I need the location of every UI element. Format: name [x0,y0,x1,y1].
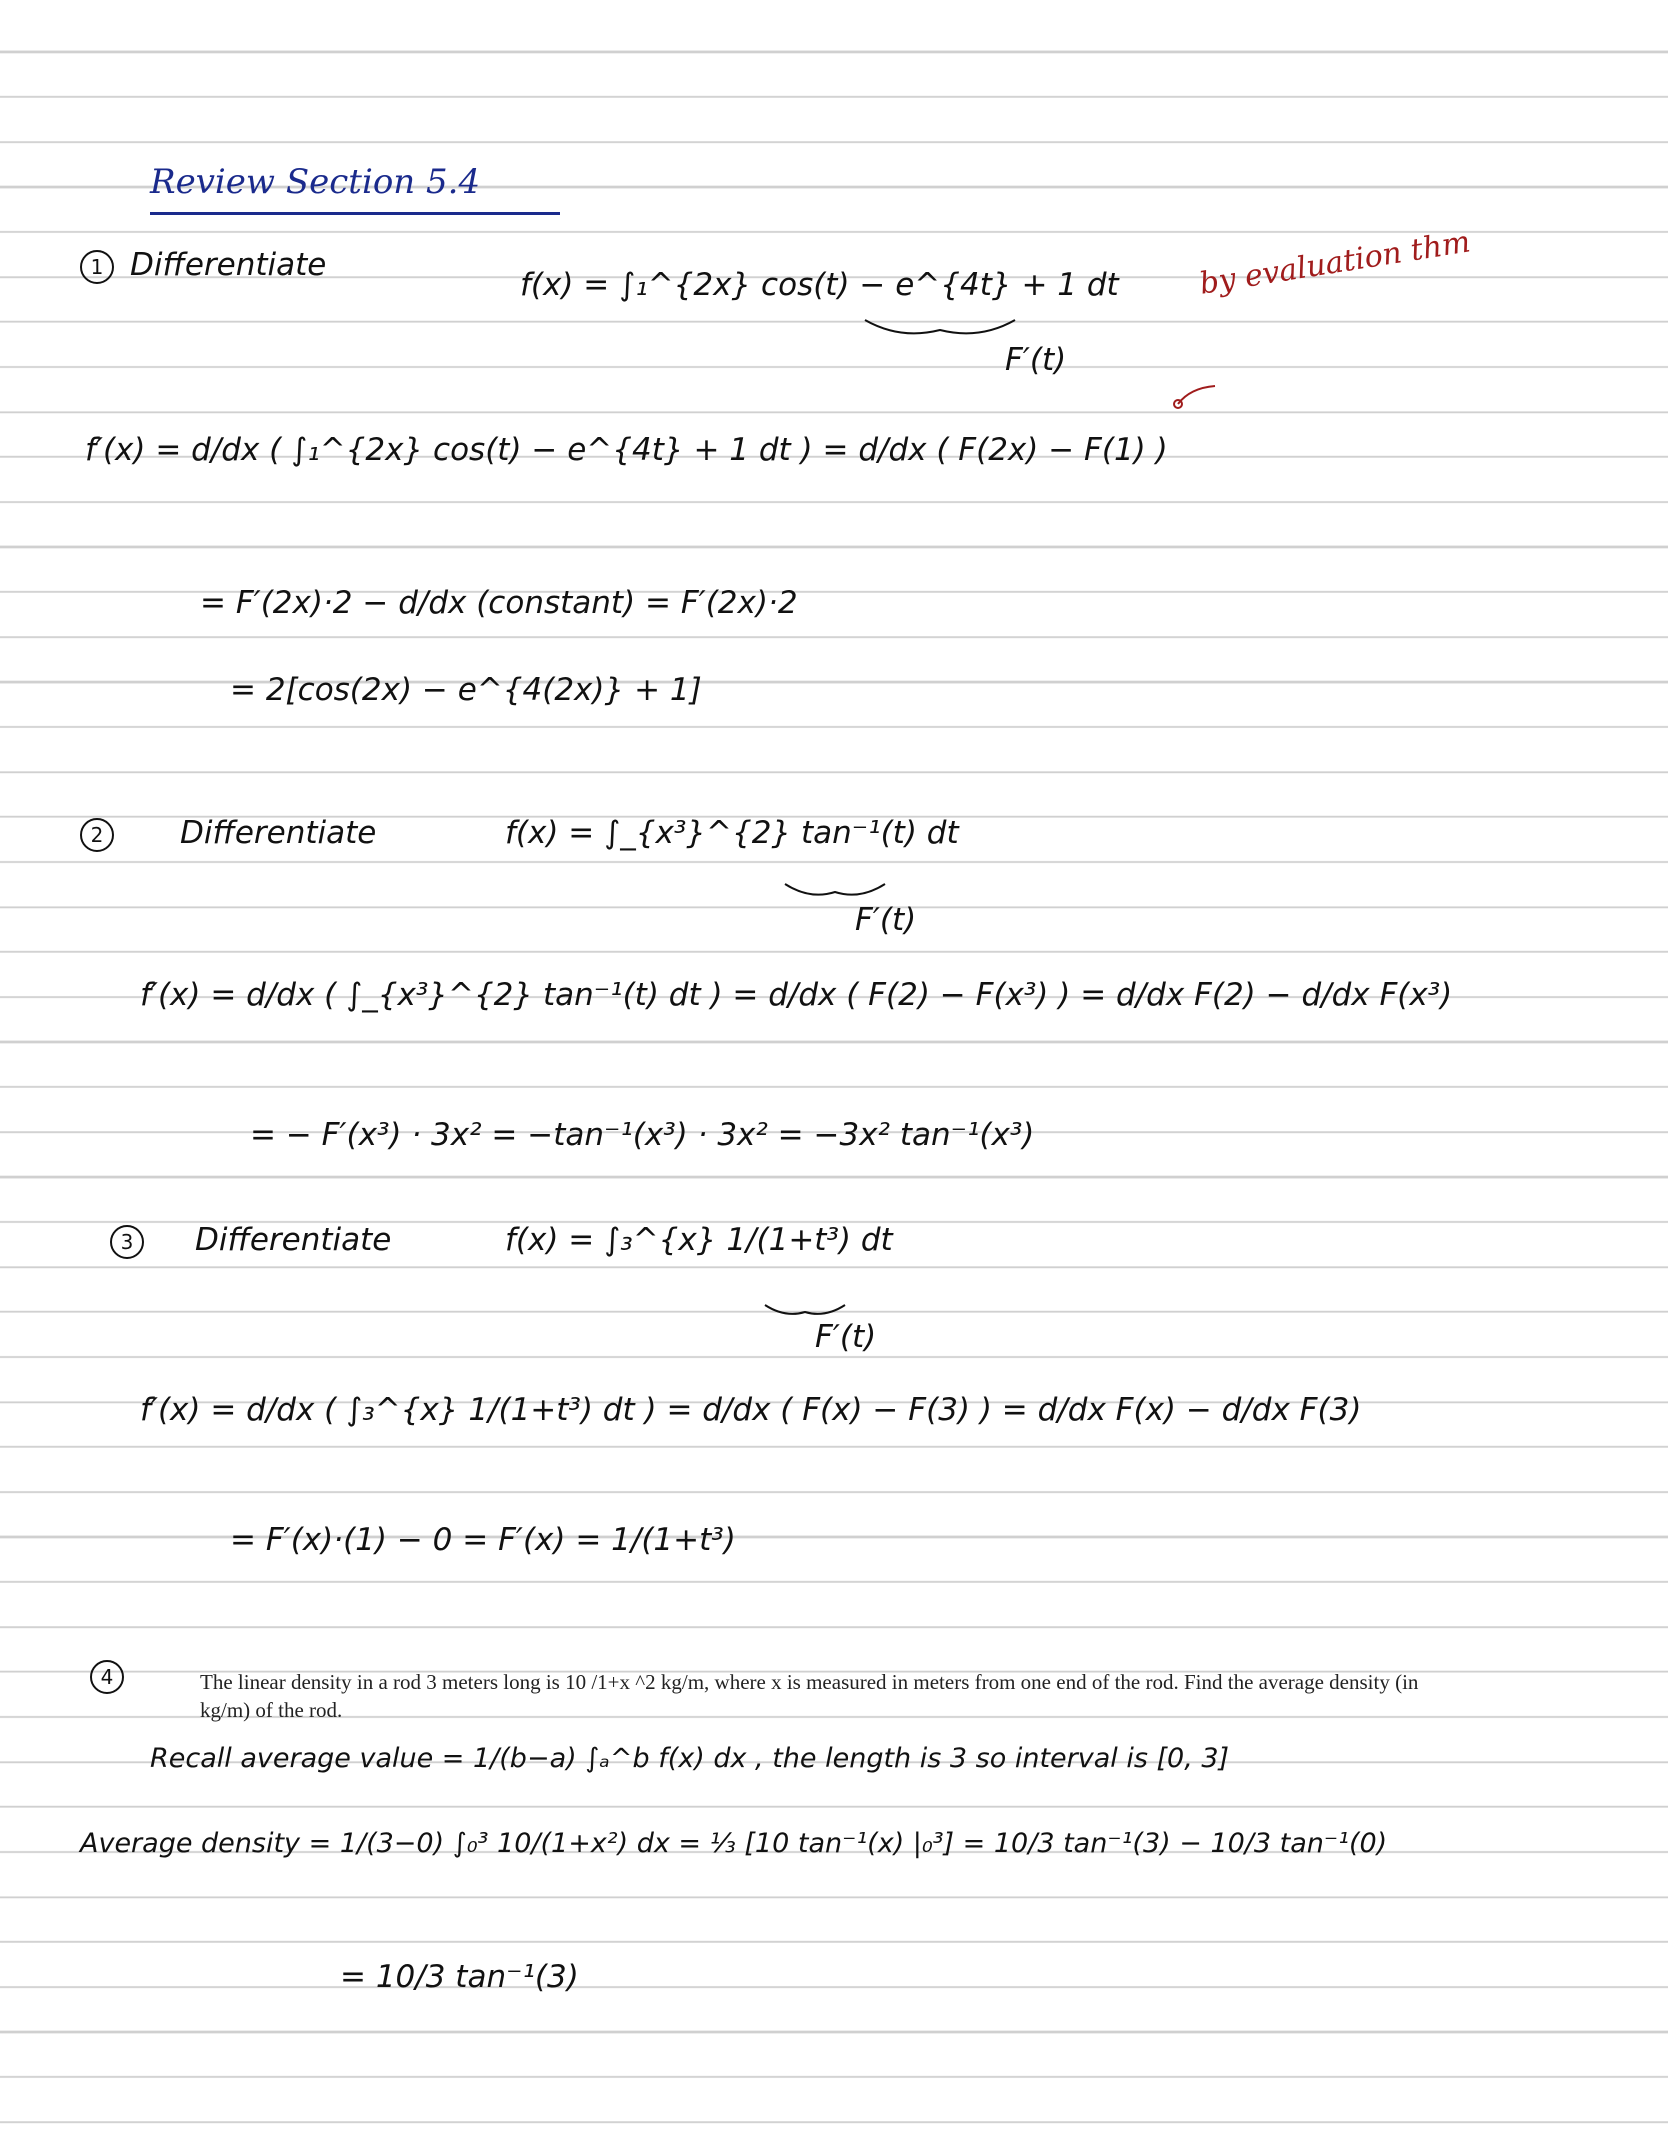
problem-3-step-1: f′(x) = d/dx ( ∫₃^{x} 1/(1+t³) dt ) = d/dx ( F(x) − F(3) ) = d/dx F(x) − d/dx F(3) [140,1392,1362,1428]
underbrace-1 [860,312,1020,342]
title-underline [150,212,560,215]
problem-1-label: Differentiate [130,247,327,283]
problem-1-step-2: = F′(2x)·2 − d/dx (constant) = F′(2x)·2 [200,585,798,621]
problem-3-given: f(x) = ∫₃^{x} 1/(1+t³) dt [505,1222,893,1258]
problem-number-3: 3 [110,1225,144,1259]
problem-1-step-1: f′(x) = d/dx ( ∫₁^{2x} cos(t) − e^{4t} + 1 dt ) = d/dx ( F(2x) − F(1) ) [85,432,1168,468]
problem-1-given: f(x) = ∫₁^{2x} cos(t) − e^{4t} + 1 dt [520,267,1119,303]
problem-4-step-1: Average density = 1/(3−0) ∫₀³ 10/(1+x²) dx = ⅓ [10 tan⁻¹(x) |₀³] = 10/3 tan⁻¹(3) − 10/3 tan⁻¹(0) [80,1828,1388,1859]
problem-4-recall: Recall average value = 1/(b−a) ∫ₐ^b f(x) dx , the length is 3 so interval is [0, 3] [150,1743,1230,1774]
problem-2-step-2: = − F′(x³) · 3x² = −tan⁻¹(x³) · 3x² = −3x² tan⁻¹(x³) [250,1117,1035,1153]
underbrace-2 [780,878,890,904]
page-title: Review Section 5.4 [150,162,481,202]
problem-4-step-2: = 10/3 tan⁻¹(3) [340,1959,579,1995]
problem-2-given: f(x) = ∫_{x³}^{2} tan⁻¹(t) dt [505,815,959,851]
problem-4-statement: The linear density in a rod 3 meters long is 10 /1+x ^2 kg/m, where x is measured in meters from one end of the rod. Find the average density (in kg/m) of the rod. [200,1670,1419,1723]
problem-3-label: Differentiate [195,1222,392,1258]
problem-2-antiderivative: F′(t) [855,902,917,938]
problem-2-step-1: f′(x) = d/dx ( ∫_{x³}^{2} tan⁻¹(t) dt ) = d/dx ( F(2) − F(x³) ) = d/dx F(2) − d/dx F(x³) [140,977,1453,1013]
problem-number-4: 4 [90,1660,124,1694]
annotation-evaluation-thm: by evaluation thm [1197,224,1473,302]
annotation-arrow [1170,380,1220,410]
problem-1-antiderivative: F′(t) [1005,342,1067,378]
problem-2-label: Differentiate [180,815,377,851]
problem-number-1: 1 [80,250,114,284]
problem-number-2: 2 [80,818,114,852]
problem-1-step-3: = 2[cos(2x) − e^{4(2x)} + 1] [230,672,702,708]
problem-3-antiderivative: F′(t) [815,1319,877,1355]
problem-3-step-2: = F′(x)·(1) − 0 = F′(x) = 1/(1+t³) [230,1522,736,1558]
